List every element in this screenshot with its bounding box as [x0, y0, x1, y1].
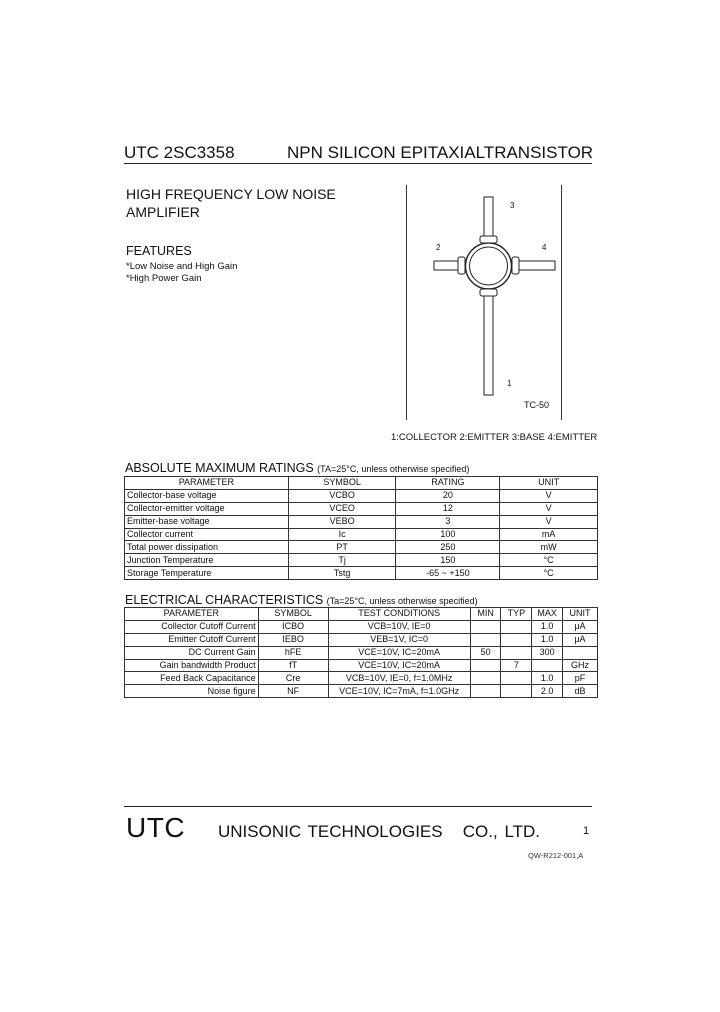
part-description: NPN SILICON EPITAXIALTRANSISTOR: [287, 143, 594, 162]
abs-max-title: ABSOLUTE MAXIMUM RATINGS: [125, 461, 314, 475]
package-drawing: [406, 185, 560, 420]
header-rule: [124, 163, 592, 164]
table-cell: VCE=10V, IC=20mA: [328, 646, 470, 659]
table-cell: 7: [501, 659, 532, 672]
table-cell: Junction Temperature: [125, 554, 289, 567]
table-cell: [501, 672, 532, 685]
pin-4-label: 4: [542, 243, 547, 252]
table-cell: 300: [532, 646, 563, 659]
page-number: 1: [583, 825, 590, 837]
column-header: PARAMETER: [125, 477, 289, 490]
table-row: [125, 685, 598, 698]
column-header: SYMBOL: [258, 608, 328, 621]
table-cell: [501, 633, 532, 646]
table-row: [125, 554, 598, 567]
feature-item: *Low Noise and High Gain: [126, 261, 238, 272]
table-row: [125, 528, 598, 541]
table-row: [125, 646, 598, 659]
table-cell: 150: [396, 554, 500, 567]
package-name: TC-50: [524, 400, 550, 410]
features-heading: FEATURES: [126, 244, 192, 258]
table-cell: 3: [396, 515, 500, 528]
table-cell: [470, 633, 501, 646]
table-cell: [470, 620, 501, 633]
table-row: [125, 515, 598, 528]
table-cell: [501, 620, 532, 633]
elec-condition: (Ta=25°C, unless otherwise specified): [326, 596, 478, 606]
abs-max-heading: [125, 461, 469, 475]
table-cell: Emitter Cutoff Current: [125, 633, 259, 646]
table-cell: 50: [470, 646, 501, 659]
column-header: TYP: [501, 608, 532, 621]
document-reference: QW-R212-001,A: [528, 851, 584, 860]
column-header: PARAMETER: [125, 608, 259, 621]
column-header: UNIT: [562, 608, 597, 621]
table-cell: μA: [562, 620, 597, 633]
table-cell: -65 ~ +150: [396, 567, 500, 580]
column-header: TEST CONDITIONS: [328, 608, 470, 621]
table-cell: mW: [500, 541, 598, 554]
table-cell: 1.0: [532, 672, 563, 685]
title-line-1: HIGH FREQUENCY LOW NOISE: [126, 186, 336, 202]
company-name: UNISONIC TECHNOLOGIES CO., LTD.: [218, 822, 541, 841]
pin-assignment: 1:COLLECTOR 2:EMITTER 3:BASE 4:EMITTER: [391, 432, 598, 443]
table-cell: Ic: [288, 528, 396, 541]
table-cell: Noise figure: [125, 685, 259, 698]
abs-max-condition: (TA=25°C, unless otherwise specified): [317, 464, 470, 474]
table-row: [125, 541, 598, 554]
table-header-row: [125, 608, 598, 621]
table-cell: VCBO: [288, 489, 396, 502]
table-cell: [532, 659, 563, 672]
column-header: SYMBOL: [288, 477, 396, 490]
table-cell: 2.0: [532, 685, 563, 698]
table-cell: Collector Cutoff Current: [125, 620, 259, 633]
footer-rule: [124, 806, 592, 807]
elec-table: [124, 607, 598, 698]
table-cell: 12: [396, 502, 500, 515]
column-header: MAX: [532, 608, 563, 621]
table-cell: DC Current Gain: [125, 646, 259, 659]
table-cell: Tstg: [288, 567, 396, 580]
table-header-row: [125, 477, 598, 490]
table-cell: [501, 646, 532, 659]
abs-max-table: [124, 476, 598, 580]
table-cell: [470, 685, 501, 698]
table-cell: [501, 685, 532, 698]
pin-1-label: 1: [507, 379, 512, 388]
table-cell: mA: [500, 528, 598, 541]
table-cell: dB: [562, 685, 597, 698]
table-cell: fT: [258, 659, 328, 672]
table-cell: NF: [258, 685, 328, 698]
table-cell: Tj: [288, 554, 396, 567]
table-cell: 20: [396, 489, 500, 502]
table-cell: ICBO: [258, 620, 328, 633]
table-cell: Collector-emitter voltage: [125, 502, 289, 515]
table-cell: V: [500, 502, 598, 515]
title-line-2: AMPLIFIER: [126, 204, 200, 220]
table-cell: 1.0: [532, 633, 563, 646]
feature-item: *High Power Gain: [126, 273, 202, 284]
table-row: [125, 567, 598, 580]
table-cell: 1.0: [532, 620, 563, 633]
table-row: [125, 659, 598, 672]
elec-heading: [125, 593, 478, 607]
table-cell: Storage Temperature: [125, 567, 289, 580]
table-cell: VCE=10V, IC=7mA, f=1.0GHz: [328, 685, 470, 698]
column-header: MIN: [470, 608, 501, 621]
table-cell: 100: [396, 528, 500, 541]
table-cell: V: [500, 515, 598, 528]
table-cell: [562, 646, 597, 659]
table-cell: VEB=1V, IC=0: [328, 633, 470, 646]
table-cell: hFE: [258, 646, 328, 659]
device-title: [126, 185, 376, 221]
table-cell: Emitter-base voltage: [125, 515, 289, 528]
utc-logo: UTC: [126, 812, 186, 843]
table-row: [125, 633, 598, 646]
pin-3-label: 3: [510, 201, 515, 210]
column-header: RATING: [396, 477, 500, 490]
elec-title: ELECTRICAL CHARACTERISTICS: [125, 593, 324, 607]
table-cell: Cre: [258, 672, 328, 685]
table-cell: GHz: [562, 659, 597, 672]
table-cell: Collector current: [125, 528, 289, 541]
pin-2-label: 2: [436, 243, 441, 252]
table-cell: Collector-base voltage: [125, 489, 289, 502]
table-cell: pF: [562, 672, 597, 685]
table-cell: °C: [500, 554, 598, 567]
table-cell: VCB=10V, IE=0, f=1.0MHz: [328, 672, 470, 685]
part-number: UTC 2SC3358: [124, 143, 235, 162]
table-cell: [470, 672, 501, 685]
table-cell: PT: [288, 541, 396, 554]
table-cell: Total power dissipation: [125, 541, 289, 554]
table-cell: 250: [396, 541, 500, 554]
table-cell: μA: [562, 633, 597, 646]
table-row: [125, 672, 598, 685]
table-cell: V: [500, 489, 598, 502]
table-cell: IEBO: [258, 633, 328, 646]
table-cell: VCB=10V, IE=0: [328, 620, 470, 633]
table-cell: VEBO: [288, 515, 396, 528]
table-cell: VCE=10V, IC=20mA: [328, 659, 470, 672]
table-cell: [470, 659, 501, 672]
table-row: [125, 620, 598, 633]
table-cell: Gain bandwidth Product: [125, 659, 259, 672]
column-header: UNIT: [500, 477, 598, 490]
table-row: [125, 502, 598, 515]
table-row: [125, 489, 598, 502]
table-cell: VCEO: [288, 502, 396, 515]
table-cell: °C: [500, 567, 598, 580]
table-cell: Feed Back Capacitance: [125, 672, 259, 685]
